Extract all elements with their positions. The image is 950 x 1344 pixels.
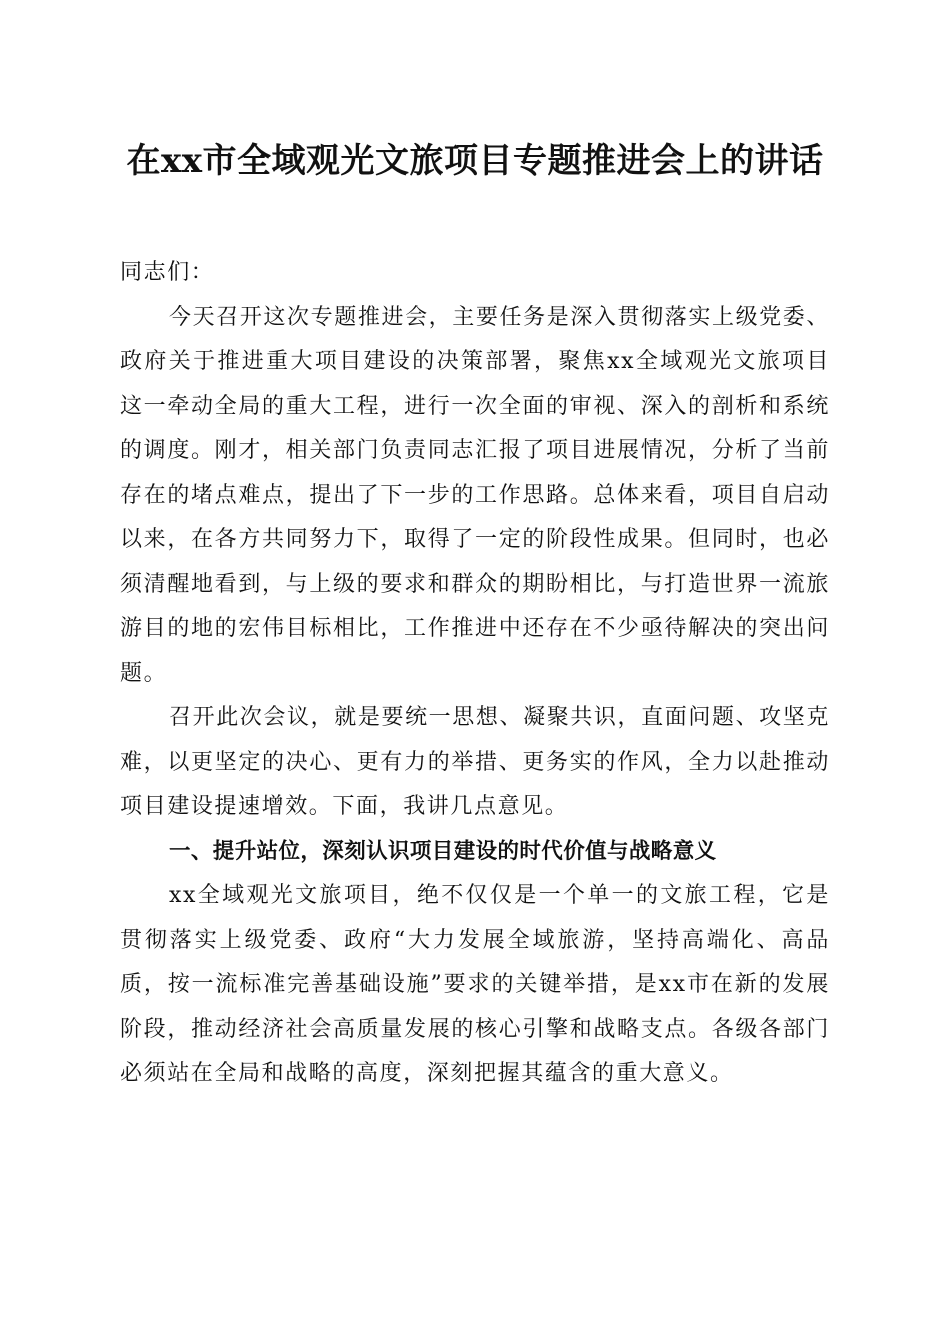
document-title: 在xx市全域观光文旅项目专题推进会上的讲话	[126, 141, 824, 181]
section-heading: 一、提升站位，深刻认识项目建设的时代价值与战略意义	[169, 838, 717, 864]
paragraph-opening: 今天召开这次专题推进会，主要任务是深入贯彻落实上级党委、政府关于推进重大项目建设的决策部署，聚焦xx全域观光文旅项目这一牵动全局的重大工程，进行一次全面的审视、深入的剖析和系统的调度。刚才，相关部门负责同志汇报了项目进展情况，分析了当前存在的堵点难点，提出了下一步的工作思路。总体来看，项目自启动以来，在各方共同努力下，取得了一定的阶段性成果。但同时，也必须清醒地看到，与上级的要求和群众的期盼相比，与打造世界一流旅游目的地的宏伟目标相比，工作推进中还存在不少亟待解决的突出问题。	[120, 304, 830, 686]
salutation: 同志们：	[120, 260, 215, 285]
paragraph-purpose: 召开此次会议，就是要统一思想、凝聚共识，直面问题、攻坚克难，以更坚定的决心、更有力的举措、更务实的作风，全力以赴推动项目建设提速增效。下面，我讲几点意见。	[120, 705, 830, 819]
document-body	[120, 251, 830, 1097]
section-paragraph: xx全域观光文旅项目，绝不仅仅是一个单一的文旅工程，它是贯彻落实上级党委、政府“大力发展全域旅游，坚持高端化、高品质，按一流标准完善基础设施”要求的关键举措，是xx市在新的发展阶段，推动经济社会高质量发展的核心引擎和战略支点。各级各部门必须站在全局和战略的高度，深刻把握其蕴含的重大意义。	[120, 883, 830, 1086]
